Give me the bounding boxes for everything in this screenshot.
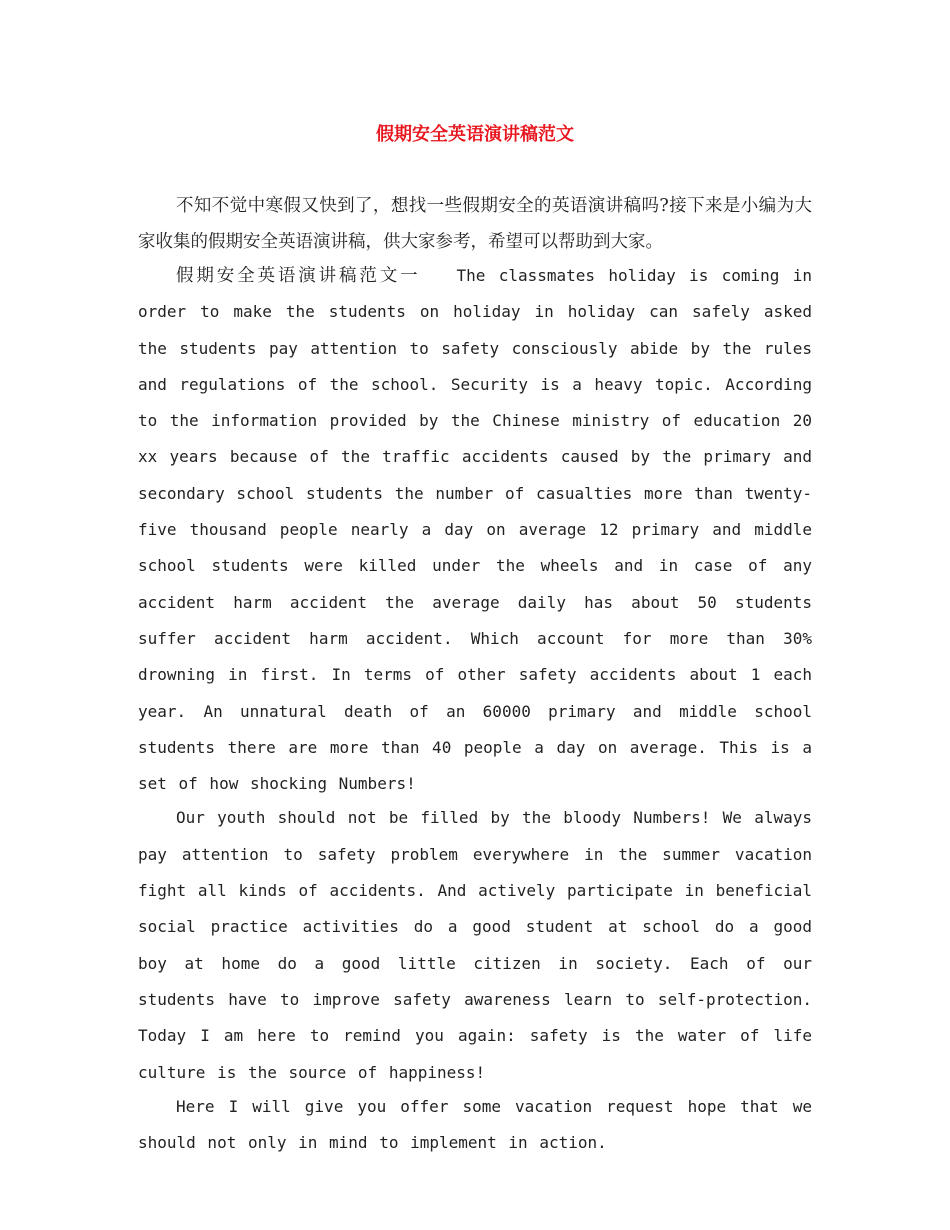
speech-paragraph-2: Our youth should not be filled by the bloody Numbers! We always pay attention to safety problem everywhere in the summer vacation fight all kinds of accidents. And actively participate in beneficial social practice activities do a good student at school do a good boy at home do a good little citizen in society. Each of our students have to improve safety awareness learn to self-protection. Today I am here to remind you again: safety is the water of life culture is the source of happiness! — [138, 808, 812, 1082]
document-title: 假期安全英语演讲稿范文 — [376, 124, 574, 145]
paragraph-1-text: The classmates holiday is coming in order to make the students on holiday in holiday can safely asked the students pay attention to safety consciously abide by the rules and regulations of the school. Security is a heavy topic. According to the information provided by the Chinese ministry of education 20 xx years because of the traffic accidents caused by the primary and secondary school students the number of casualties more than twenty-five thousand people nearly a day on average 12 primary and middle school students were killed under the wheels and in case of any accident harm accident the average daily has about 50 students suffer accident harm accident. Which account for more than 30% drowning in first. In terms of other safety accidents about 1 each year. An unnatural death of an 60000 primary and middle school students there are more than 40 people a day on average. This is a set of how shocking Numbers! — [138, 266, 812, 794]
document-body — [138, 188, 812, 1161]
intro-paragraph: 不知不觉中寒假又快到了，想找一些假期安全的英语演讲稿吗?接下来是小编为大家收集的假期安全英语演讲稿，供大家参考，希望可以帮助到大家。 — [138, 196, 812, 252]
speech-paragraph-3: Here I will give you offer some vacation request hope that we should not only in mind to implement in action. — [138, 1096, 812, 1153]
speech-paragraph-1 — [138, 258, 812, 802]
section-heading: 假期安全英语演讲稿范文一 — [176, 266, 421, 286]
